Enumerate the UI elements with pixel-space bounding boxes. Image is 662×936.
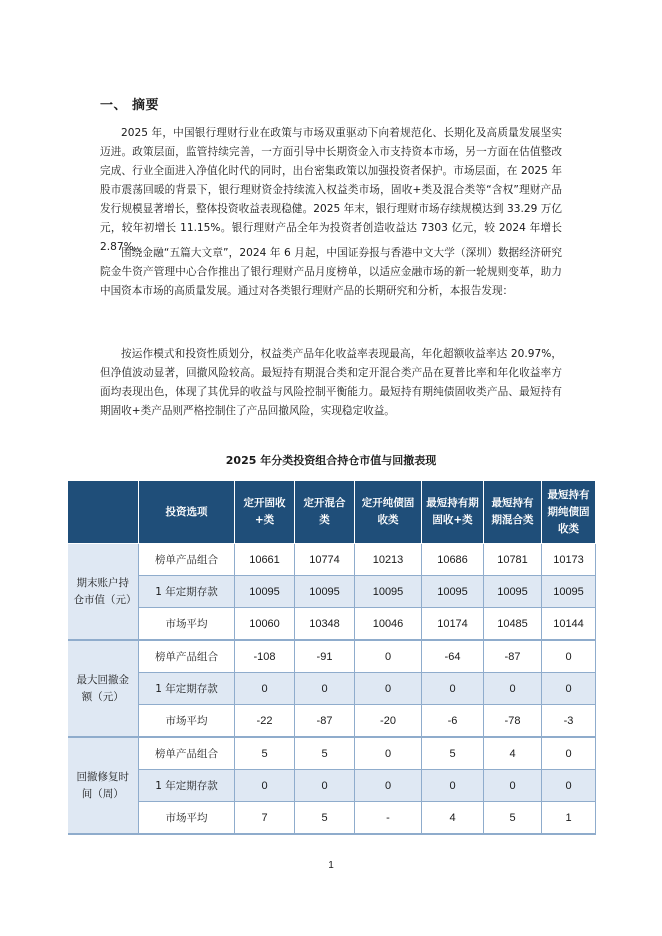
table-cell: 0 <box>355 673 422 705</box>
table-cell: 1 <box>542 802 596 835</box>
table-cell: -78 <box>484 705 542 738</box>
table-row <box>68 673 596 705</box>
table-cell: 0 <box>355 640 422 673</box>
table-cell: 5 <box>295 802 355 835</box>
row-label: 榜单产品组合 <box>139 640 235 673</box>
table-cell: 0 <box>422 673 484 705</box>
row-label: 榜单产品组合 <box>139 737 235 770</box>
table-cell: 0 <box>295 673 355 705</box>
table-cell: 0 <box>542 770 596 802</box>
table-cell: -6 <box>422 705 484 738</box>
table-title: 2025 年分类投资组合持仓市值与回撤表现 <box>225 454 437 467</box>
header-blank <box>68 481 139 544</box>
table-cell: 10060 <box>235 608 295 641</box>
row-label: 市场平均 <box>139 608 235 641</box>
table-cell: -91 <box>295 640 355 673</box>
paragraph-summary: 2025 年，中国银行理财行业在政策与市场双重驱动下向着规范化、长期化及高质量发展坚实迈进。政策层面，监管持续完善，一方面引导中长期资金入市支持资本市场，另一方面在估值整改完成、行业全面进入净值化时代的同时，出台密集政策以加强投资者保护。市场层面，在 2025 年股市震荡回暖的背景下，银行理财资金持续流入权益类市场，固收+类及混合类等“含权”理财产品发行规模显著增长，整体投资收益表现稳健。2025 年末，银行理财市场存续规模达到 33.29 万亿元，较年初增长 11.15%。银行理财产品全年为投资者创造收益达 7303 亿元，较 2024 年增长 2.87%。 <box>100 127 562 253</box>
table-cell: 0 <box>355 737 422 770</box>
table-cell: 5 <box>422 737 484 770</box>
page-number: 1 <box>328 860 334 871</box>
table-cell: 10213 <box>355 544 422 576</box>
paragraph-findings: 按运作模式和投资性质划分，权益类产品年化收益率表现最高，年化超额收益率达 20.97%，但净值波动显著，回撤风险较高。最短持有期混合类和定开混合类产品在夏普比率和年化收益率方面均表现出色，体现了其优异的收益与风险控制平衡能力。最短持有期纯债固收类产品、最短持有期固收+类产品则严格控制住了产品回撤风险，实现稳定收益。 <box>100 348 562 417</box>
table-cell: -87 <box>484 640 542 673</box>
row-label: 榜单产品组合 <box>139 544 235 576</box>
table-cell: 10095 <box>422 576 484 608</box>
table-cell: 0 <box>484 673 542 705</box>
header-col-2: 定开混合类 <box>295 481 355 544</box>
table-cell: 10046 <box>355 608 422 641</box>
table-cell: 10174 <box>422 608 484 641</box>
table-cell: 0 <box>542 673 596 705</box>
table-cell: 0 <box>295 770 355 802</box>
row-label: 市场平均 <box>139 705 235 738</box>
table-cell: 10095 <box>484 576 542 608</box>
group-label: 最大回撤金额（元） <box>68 640 139 737</box>
table-cell: 4 <box>422 802 484 835</box>
table-row <box>68 544 596 576</box>
table-cell: 10173 <box>542 544 596 576</box>
table-cell: 10348 <box>295 608 355 641</box>
table-row <box>68 576 596 608</box>
section-heading: 一、 摘要 <box>100 98 160 113</box>
table-cell: 0 <box>235 673 295 705</box>
table-cell: -64 <box>422 640 484 673</box>
group-label: 回撤修复时间（周） <box>68 737 139 834</box>
table-cell: 10774 <box>295 544 355 576</box>
table-cell: 10095 <box>235 576 295 608</box>
table-cell: 5 <box>295 737 355 770</box>
table-cell: - <box>355 802 422 835</box>
table-cell: -108 <box>235 640 295 673</box>
table-cell: 5 <box>235 737 295 770</box>
table-cell: -20 <box>355 705 422 738</box>
table-body <box>68 544 596 835</box>
header-col-4: 最短持有期固收+类 <box>422 481 484 544</box>
table-header-row <box>68 481 596 544</box>
table-cell: 7 <box>235 802 295 835</box>
table-row <box>68 705 596 738</box>
row-label: 1 年定期存款 <box>139 673 235 705</box>
table-row <box>68 802 596 835</box>
table-cell: 10485 <box>484 608 542 641</box>
table-cell: 0 <box>235 770 295 802</box>
table-cell: 10095 <box>542 576 596 608</box>
row-label: 市场平均 <box>139 802 235 835</box>
table-row <box>68 640 596 673</box>
table-cell: 0 <box>422 770 484 802</box>
header-investment-option: 投资选项 <box>139 481 235 544</box>
table-cell: 10686 <box>422 544 484 576</box>
table-cell: 10144 <box>542 608 596 641</box>
portfolio-table <box>67 480 596 835</box>
table-cell: 0 <box>542 640 596 673</box>
table-row <box>68 608 596 641</box>
group-label: 期末账户持仓市值（元） <box>68 544 139 641</box>
table-cell: -3 <box>542 705 596 738</box>
table-cell: -87 <box>295 705 355 738</box>
header-col-5: 最短持有期混合类 <box>484 481 542 544</box>
table-cell: 10095 <box>355 576 422 608</box>
header-col-1: 定开固收+类 <box>235 481 295 544</box>
row-label: 1 年定期存款 <box>139 576 235 608</box>
table-row <box>68 770 596 802</box>
header-col-6: 最短持有期纯债固收类 <box>542 481 596 544</box>
table-cell: 10095 <box>295 576 355 608</box>
table-cell: 10781 <box>484 544 542 576</box>
header-col-3: 定开纯债固收类 <box>355 481 422 544</box>
table-cell: 0 <box>355 770 422 802</box>
table-row <box>68 737 596 770</box>
table-cell: 10661 <box>235 544 295 576</box>
table-cell: 0 <box>484 770 542 802</box>
table-cell: 4 <box>484 737 542 770</box>
paragraph-background: 围绕金融“五篇大文章”，2024 年 6 月起，中国证券报与香港中文大学（深圳）数据经济研究院金牛资产管理中心合作推出了银行理财产品月度榜单，以适应金融市场的新一轮规则变革，助力中国资本市场的高质量发展。通过对各类银行理财产品的长期研究和分析，本报告发现： <box>100 247 562 297</box>
table-cell: 5 <box>484 802 542 835</box>
table-cell: 0 <box>542 737 596 770</box>
row-label: 1 年定期存款 <box>139 770 235 802</box>
table-cell: -22 <box>235 705 295 738</box>
